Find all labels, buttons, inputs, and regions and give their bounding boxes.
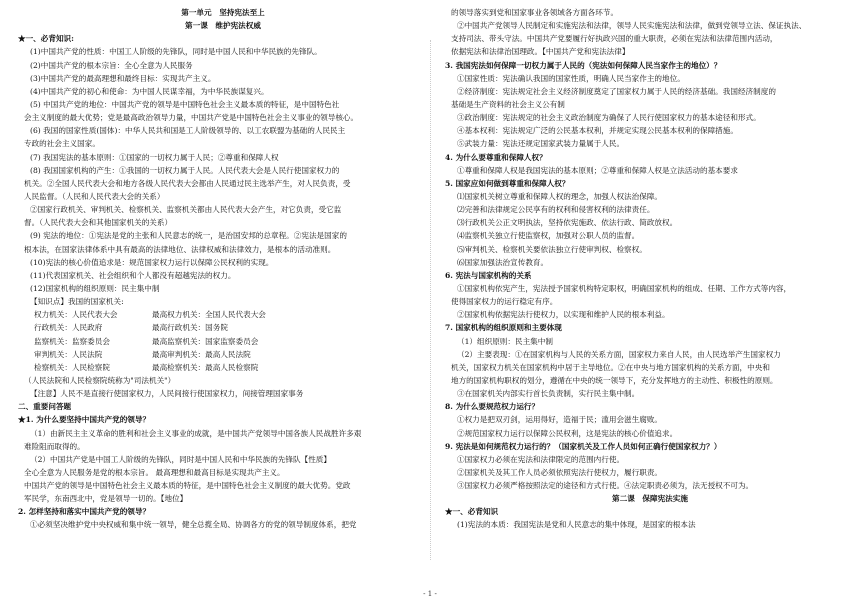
text-line: 使得国家权力的运行稳定有序。	[451, 297, 558, 307]
text-line: ②经济制度：宪法规定社会主义经济制度奠定了国家权力属于人民的经济基础。我国经济制度的	[457, 86, 776, 96]
organ-supreme-cell: 最高权力机关：全国人民代表大会	[152, 310, 266, 320]
text-line: 机关，国家权力机关在国家机构中居于主导地位。②在中央与地方国家机构的关系方面，中央和	[451, 362, 770, 372]
text-line: 【知识点】我国的国家机关:	[30, 297, 124, 307]
text-line: 人民监督。（人民和人民代表大会的关系）	[24, 191, 165, 201]
page-number: - 1 -	[423, 590, 437, 598]
text-line: 专政的社会主义国家。	[24, 139, 100, 149]
question-heading: 7. 国家机构的组织原则和主要体现	[445, 323, 562, 333]
text-line: ⑤武装力量：宪法还规定国家武装力量属于人民。	[457, 139, 625, 149]
text-line: 全心全意为人民服务是党的根本宗旨。 最高理想和最高目标是实现共产主义。	[24, 467, 285, 477]
question-heading: 二、重要问答题	[18, 402, 72, 412]
organ-supreme-cell: 最高行政机关：国务院	[152, 323, 228, 333]
text-line: ①权力是把双刃剑，运用得好，造福于民；滥用会滋生腐败。	[457, 415, 663, 425]
left-column	[18, 6, 428, 532]
text-line: (9) 宪法的地位：①宪法是党的主张和人民意志的统一，是治国安邦的总章程。②宪法是国家的	[30, 231, 347, 241]
text-line: (8) 我国国家机构的产生：①我国的一切权力属于人民。人民代表大会是人民行使国家权力的	[30, 165, 340, 175]
question-heading: 5. 国家应如何做到尊重和保障人权？	[445, 178, 570, 188]
section-title: 第一单元 坚持宪法至上	[181, 8, 265, 17]
question-heading: ★1. 为什么要坚持中国共产党的领导？	[18, 415, 151, 425]
text-line: ①必须坚决维护党中央权威和集中统一领导，健全总揽全局、协调各方的党的领导制度体系，把党	[30, 520, 357, 530]
text-line: (3)中国共产党的最高理想和最终目标：实现共产主义。	[30, 73, 216, 83]
organ-table-row	[18, 361, 428, 374]
text-line: 机关。②全国人民代表大会和地方各级人民代表大会都由人民通过民主选举产生，对人民负责，受	[24, 178, 351, 188]
text-line: （人民法院和人民检察院统称为"司法机关"）	[24, 375, 176, 385]
organ-table-row	[18, 348, 428, 361]
text-line: (1)宪法的本质：我国宪法是党和人民意志的集中体现，是国家的根本法	[457, 520, 696, 530]
question-heading: 4. 为什么要尊重和保障人权？	[445, 152, 547, 162]
text-line: 地方的国家机构职权的划分，遵循在中央的统一领导下，充分发挥地方的主动性、积极性的原则。	[451, 375, 778, 385]
section-title: 第一课 维护宪法权威	[185, 21, 261, 31]
text-line: （2）中国共产党是中国工人阶级的先锋队，同时是中国人民和中华民族的先锋队【性质】	[30, 454, 331, 464]
text-line: 依据宪法和法律治国理政。【中国共产党和宪法法律】	[451, 47, 630, 57]
text-line: (10)宪法的核心价值追求是：规范国家权力运行以保障公民权利的实现。	[30, 257, 274, 267]
text-line: (4)中国共产党的初心和使命：为中国人民谋幸福，为中华民族谋复兴。	[30, 86, 269, 96]
text-line: ②国家行政机关、审判机关、检察机关、监察机关都由人民代表大会产生，对它负责，受它监	[30, 205, 342, 215]
text-line: 难险阻而取得的。	[24, 441, 85, 451]
text-line: 根本法，在国家法律体系中具有最高的法律地位、法律权威和法律效力，是根本的活动准则。	[24, 244, 336, 254]
text-line: ①尊重和保障人权是我国宪法的基本原则；②尊重和保障人权是立法活动的基本要求	[457, 165, 738, 175]
organ-local-cell: 行政机关：人民政府	[34, 323, 103, 333]
question-heading: 3. 我国宪法如何保障一切权力属于人民的（宪法如何保障人民当家作主的地位）？	[445, 60, 722, 70]
text-line: ①国家机构依宪产生，宪法授予国家机构特定职权，明确国家机构的组成、任期、工作方式等内容，	[457, 283, 792, 293]
question-heading: ★一、必背知识	[445, 507, 499, 517]
text-line: 【注意】人民不是直接行使国家权力，人民间接行使国家权力，间接管理国家事务	[30, 389, 304, 399]
text-line: ⑷监察机关独立行使监察权，加强对公职人员的监督。	[457, 231, 640, 241]
text-line: （2）主要表现：①在国家机构与人民的关系方面，国家权力来自人民，由人民选举产生国家权力	[457, 349, 781, 359]
text-line: (2)中国共产党的根本宗旨：全心全意为人民服务	[30, 60, 193, 70]
text-line: (7) 我国宪法的基本原则：①国家的一切权力属于人民；②尊重和保障人权	[30, 152, 279, 162]
text-line: ④基本权利：宪法规定广泛的公民基本权利，并规定实现公民基本权利的保障措施。	[457, 126, 738, 136]
text-line: ①国家权力必须在宪法和法律限定的范围内行使。	[457, 454, 625, 464]
text-line: ③国家权力必须严格按照法定的途径和方式行使。④法定职责必须为，法无授权不可为。	[457, 481, 754, 491]
question-heading: 6. 宪法与国家机构的关系	[445, 270, 532, 280]
question-heading: 8. 为什么要规范权力运行？	[445, 402, 540, 412]
organ-local-cell: 权力机关：人民代表大会	[34, 310, 118, 320]
organ-local-cell: 审判机关：人民法院	[34, 349, 103, 359]
text-line: ⑶行政机关公正文明执法，坚持依宪施政、依法行政、简政放权。	[457, 218, 678, 228]
text-line: (5) 中国共产党的地位：中国共产党的领导是中国特色社会主义最本质的特征，是中国特色社	[30, 99, 340, 109]
organ-supreme-cell: 最高检察机关：最高人民检察院	[152, 362, 259, 372]
question-heading: 2. 怎样坚持和落实中国共产党的领导？	[18, 507, 151, 517]
text-line: ⑴国家机关树立尊重和保障人权的理念，加强人权法治保障。	[457, 191, 663, 201]
organ-table-row	[18, 308, 428, 321]
organ-local-cell: 检察机关：人民检察院	[34, 362, 110, 372]
text-line: ②规范国家权力运行以保障公民权利，这是宪法的核心价值追求。	[457, 428, 678, 438]
right-column	[445, 6, 855, 532]
text-line: 基础是生产资料的社会主义公有制	[451, 99, 565, 109]
text-line: (6) 我国的国家性质(国体)：中华人民共和国是工人阶级领导的、以工农联盟为基础的人民民主	[30, 126, 346, 136]
text-line: ⑸审判机关、检察机关要依法独立行使审判权、检察权。	[457, 244, 647, 254]
text-line: （1）由新民主主义革命的胜利和社会主义事业的成就，是中国共产党领导中国各族人民战胜许多艰	[30, 428, 362, 438]
text-line: （1）组织原则：民主集中制	[457, 336, 553, 346]
text-line: ③政治制度：宪法规定的社会主义政治制度为确保了人民行使国家权力的基本途径和形式。	[457, 113, 761, 123]
text-line: 支持司法、带头守法。中国共产党要履行好执政兴国的重大职责，必须在宪法和法律范围内活动，	[451, 34, 778, 44]
text-line: (11)代表国家机关、社会组织和个人都没有超越宪法的权力。	[30, 270, 236, 280]
column-gutter	[430, 40, 431, 560]
organ-local-cell: 监察机关：监察委员会	[34, 336, 110, 346]
text-line: ③在国家机关内部实行首长负责制，实行民主集中制。	[457, 389, 640, 399]
text-line: (12)国家机构的组织原则：民主集中制	[30, 283, 160, 293]
text-line: (1)中国共产党的性质：中国工人阶级的先锋队，同时是中国人民和中华民族的先锋队。	[30, 47, 322, 57]
text-line: ②国家机关及其工作人员必须依照宪法行使权力，履行职责。	[457, 467, 663, 477]
text-line: ⑵完善和法律规定公民享有的权利和侵害权利的法律责任。	[457, 205, 655, 215]
section-title: 第二课 保障宪法实施	[612, 494, 688, 504]
organ-table-row	[18, 335, 428, 348]
text-line: ②中国共产党领导人民制定和实施宪法和法律，领导人民实施宪法和法律，做到党领导立法、保证执法、	[457, 21, 807, 31]
organ-table-row	[18, 321, 428, 334]
text-line: ①国家性质：宪法确认我国的国家性质，明确人民当家作主的地位。	[457, 73, 685, 83]
organ-supreme-cell: 最高监察机关：国家监察委员会	[152, 336, 259, 346]
text-line: ②国家机构依据宪法行使权力，以实现和维护人民的根本利益。	[457, 310, 670, 320]
text-line: 军民学，东南西北中，党是领导一切的。【地位】	[24, 494, 188, 504]
text-line: 督。（人民代表大会和其他国家机关的关系）	[24, 218, 173, 228]
text-line: 会主义制度的最大优势；党是最高政治领导力量，中国共产党是中国特色社会主义事业的领导核心。	[24, 113, 359, 123]
text-line: 中国共产党的领导是中国特色社会主义最本质的特征，是中国特色社会主义制度的最大优势。党政	[24, 481, 351, 491]
text-line: 的领导落实到党和国家事业各领域各方面各环节。	[451, 8, 619, 17]
organ-supreme-cell: 最高审判机关：最高人民法院	[152, 349, 251, 359]
question-heading: ★一、必背知识:	[18, 34, 74, 44]
text-line: ⑹国家加强法治宣传教育。	[457, 257, 549, 267]
question-heading: 9. 宪法是如何规范权力运行的？（国家机关及工作人员如何正确行使国家权力？）	[445, 441, 722, 451]
